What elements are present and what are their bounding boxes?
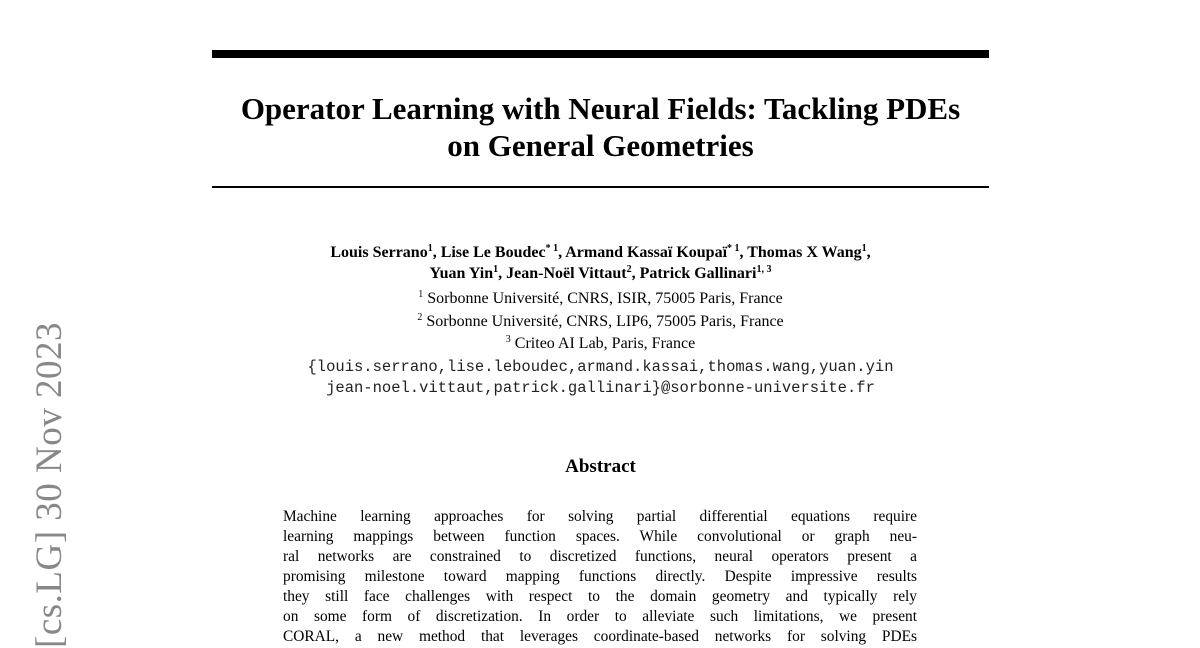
affiliation-2 [212, 311, 989, 333]
email-line-2: jean-noel.vittaut,patrick.gallinari}@sorbonne-universite.fr [326, 379, 875, 397]
title-line-2: on General Geometries [447, 128, 754, 163]
abstract-line: on some form of discretization. In order to alleviate such limitations, we present [283, 608, 917, 625]
abstract-line: they still face challenges with respect to the domain geometry and typically rely [283, 588, 917, 605]
title-bottom-rule [212, 186, 989, 188]
abstract-line: promising milestone toward mapping functions directly. Despite impressive results [283, 568, 917, 585]
abstract-line: ral networks are constrained to discretized functions, neural operators present a [283, 548, 917, 565]
author-name: Louis Serrano [330, 244, 428, 261]
affiliation-text: Sorbonne Université, CNRS, LIP6, 75005 Paris, France [426, 313, 784, 330]
author-list [212, 242, 989, 284]
author-name: Armand Kassaï Koupaï [565, 244, 728, 261]
abstract-heading: Abstract [565, 456, 636, 477]
title-line-1: Operator Learning with Neural Fields: Tackling PDEs [240, 91, 961, 126]
author-name: Thomas X Wang [747, 244, 862, 261]
paper-title [212, 90, 989, 164]
affiliation-mark: 2 [417, 312, 423, 323]
arxiv-side-stamp: [cs.LG] 30 Nov 2023 [29, 321, 70, 648]
email-line-1: {louis.serrano,lise.leboudec,armand.kassai,thomas.wang,yuan.yin [307, 358, 894, 376]
abstract-line: CORAL, a new method that leverages coordinate-based networks for solving PDEs [283, 628, 917, 645]
author-name: Yuan Yin [429, 265, 494, 282]
author-line-1: Louis Serrano$^1$, Lise Le Boudec$^{* 1}$, Armand Kassaï Koupaï$^{* 1}$, Thomas X Wang$^1$, [330, 243, 871, 261]
affiliation-text: Sorbonne Université, CNRS, ISIR, 75005 Paris, France [427, 290, 783, 307]
author-name: Lise Le Boudec [440, 244, 546, 261]
title-top-rule [212, 50, 989, 58]
affiliation-1 [212, 288, 989, 310]
author-name: Jean-Noël Vittaut [506, 265, 627, 282]
affiliation-3 [212, 333, 989, 355]
abstract-line: learning mappings between function spaces. While convolutional or graph neu- [283, 528, 917, 545]
affiliation-text: Criteo AI Lab, Paris, France [514, 335, 696, 352]
abstract-line: Machine learning approaches for solving partial differential equations require [283, 508, 917, 525]
abstract-body [283, 507, 917, 647]
affiliation-mark: 3 [505, 334, 511, 345]
affiliation-mark: 1 [418, 289, 424, 300]
author-name: Patrick Gallinari [639, 265, 757, 282]
author-line-2: Yuan Yin$^1$, Jean-Noël Vittaut$^2$, Patrick Gallinari$^{1, 3}$ [429, 264, 772, 282]
